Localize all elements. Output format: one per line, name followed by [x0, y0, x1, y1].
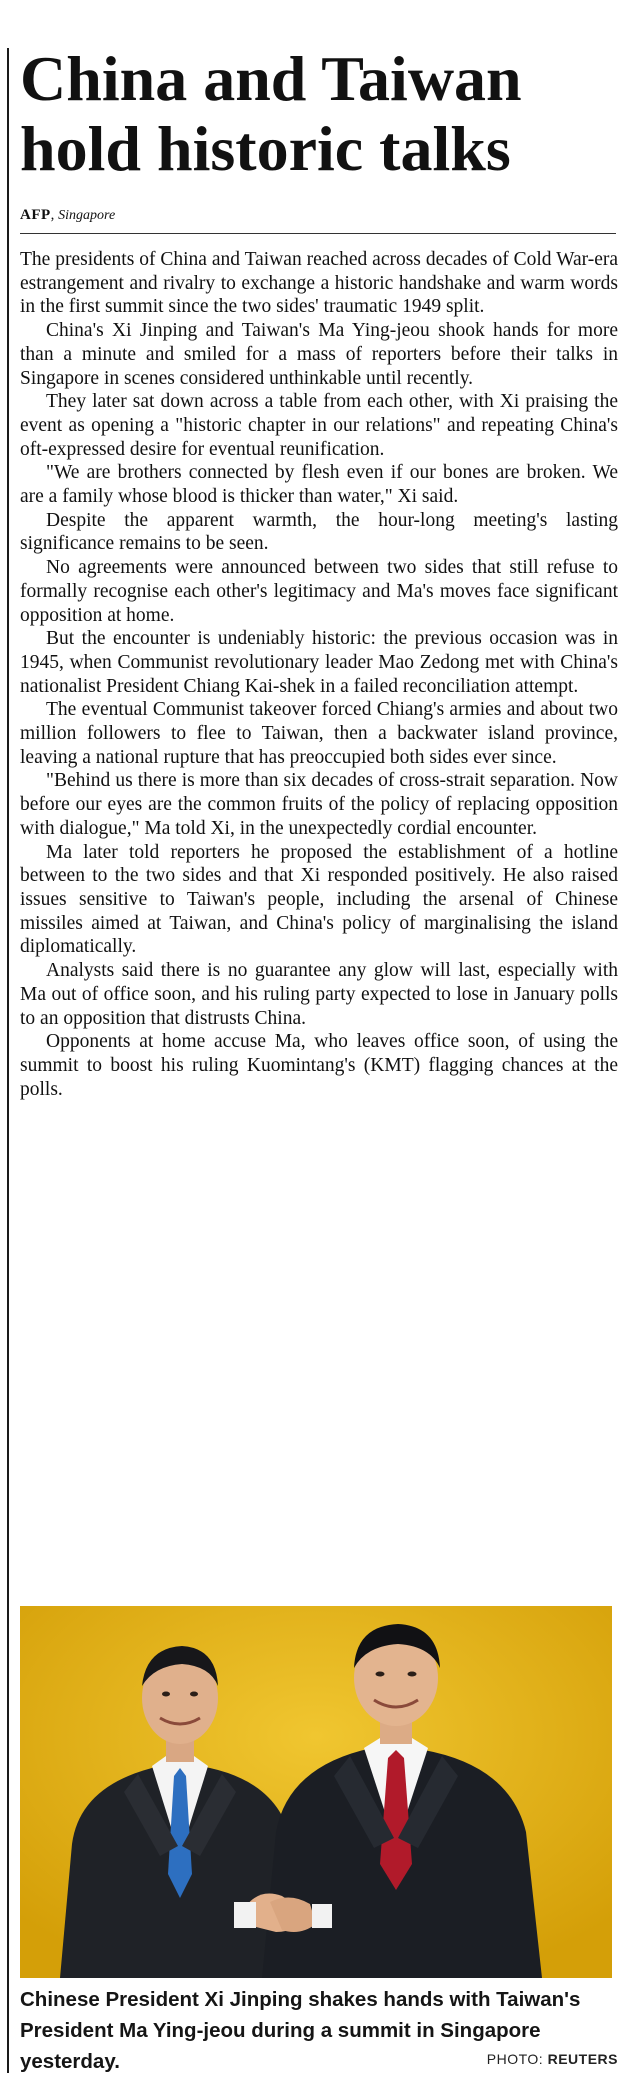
news-photo: [20, 1606, 612, 1978]
article: [20, 0, 618, 1101]
photo-credit-label: PHOTO:: [486, 2051, 544, 2067]
photo-credit-source: REUTERS: [547, 2051, 618, 2067]
photo-credit: [487, 2051, 618, 2067]
paragraph: Opponents at home accuse Ma, who leaves office soon, of using the summit to boost his ruling Kuomintang's (KMT) flagging chances at the polls.: [20, 1031, 618, 1100]
column-rule: [7, 48, 9, 2073]
byline: [20, 206, 618, 225]
paragraph: Analysts said there is no guarantee any glow will last, especially with Ma out of office soon, and his ruling party expected to lose in January polls to an opposition that distrusts China.: [20, 960, 618, 1029]
paragraph: Ma later told reporters he proposed the establishment of a hotline between to the two sides and that Xi responded positively. He also raised issues sensitive to Taiwan's people, including the arsenal of Chinese missiles aimed at Taiwan, and China's policy of marginalising the island diplomatically.: [20, 841, 618, 958]
paragraph: China's Xi Jinping and Taiwan's Ma Ying-jeou shook hands for more than a minute and smiled for a mass of reporters before their talks in Singapore in scenes considered unthinkable until recently.: [20, 320, 618, 389]
byline-city: Singapore: [58, 208, 116, 223]
article-body: [20, 248, 618, 1101]
paragraph: Despite the apparent warmth, the hour-long meeting's lasting significance remains to be seen.: [20, 509, 618, 555]
paragraph: The eventual Communist takeover forced Chiang's armies and about two million followers to flee to Taiwan, then a backwater island province, leaving a national rupture that has preoccupied both sides ever since.: [20, 699, 618, 768]
paragraph: The presidents of China and Taiwan reached across decades of Cold War-era estrangement and rivalry to exchange a historic handshake and warm words in the first summit since the two sides' traumatic 1949 split.: [20, 249, 618, 318]
byline-divider: [20, 233, 616, 234]
byline-separator: ,: [50, 207, 55, 223]
paragraph: "We are brothers connected by flesh even if our bones are broken. We are a family whose blood is thicker than water," Xi said.: [20, 462, 618, 508]
paragraph: No agreements were announced between two sides that still refuse to formally recognise each other's legitimacy and Ma's moves face significant opposition at home.: [20, 557, 618, 626]
paragraph: But the encounter is undeniably historic: the previous occasion was in 1945, when Communist revolutionary leader Mao Zedong met with China's nationalist President Chiang Kai-shek in a failed reconciliation attempt.: [20, 628, 618, 697]
photo-caption: Chinese President Xi Jinping shakes hands with Taiwan's President Ma Ying-jeou during a summit in Singapore yesterday.: [20, 1988, 581, 2073]
paragraph: They later sat down across a table from each other, with Xi praising the event as opening a "historic chapter in our relations" and repeating China's oft-expressed desire for eventual reunification.: [20, 391, 618, 460]
handshake-illustration: [20, 1606, 612, 1978]
headline: China and Taiwan hold historic talks: [20, 43, 522, 184]
paragraph: "Behind us there is more than six decades of cross-strait separation. Now before our eyes are the common fruits of the policy of replacing opposition with dialogue," Ma told Xi, in the unexpectedly cordial encounter.: [20, 770, 618, 839]
byline-agency: AFP: [20, 207, 51, 223]
